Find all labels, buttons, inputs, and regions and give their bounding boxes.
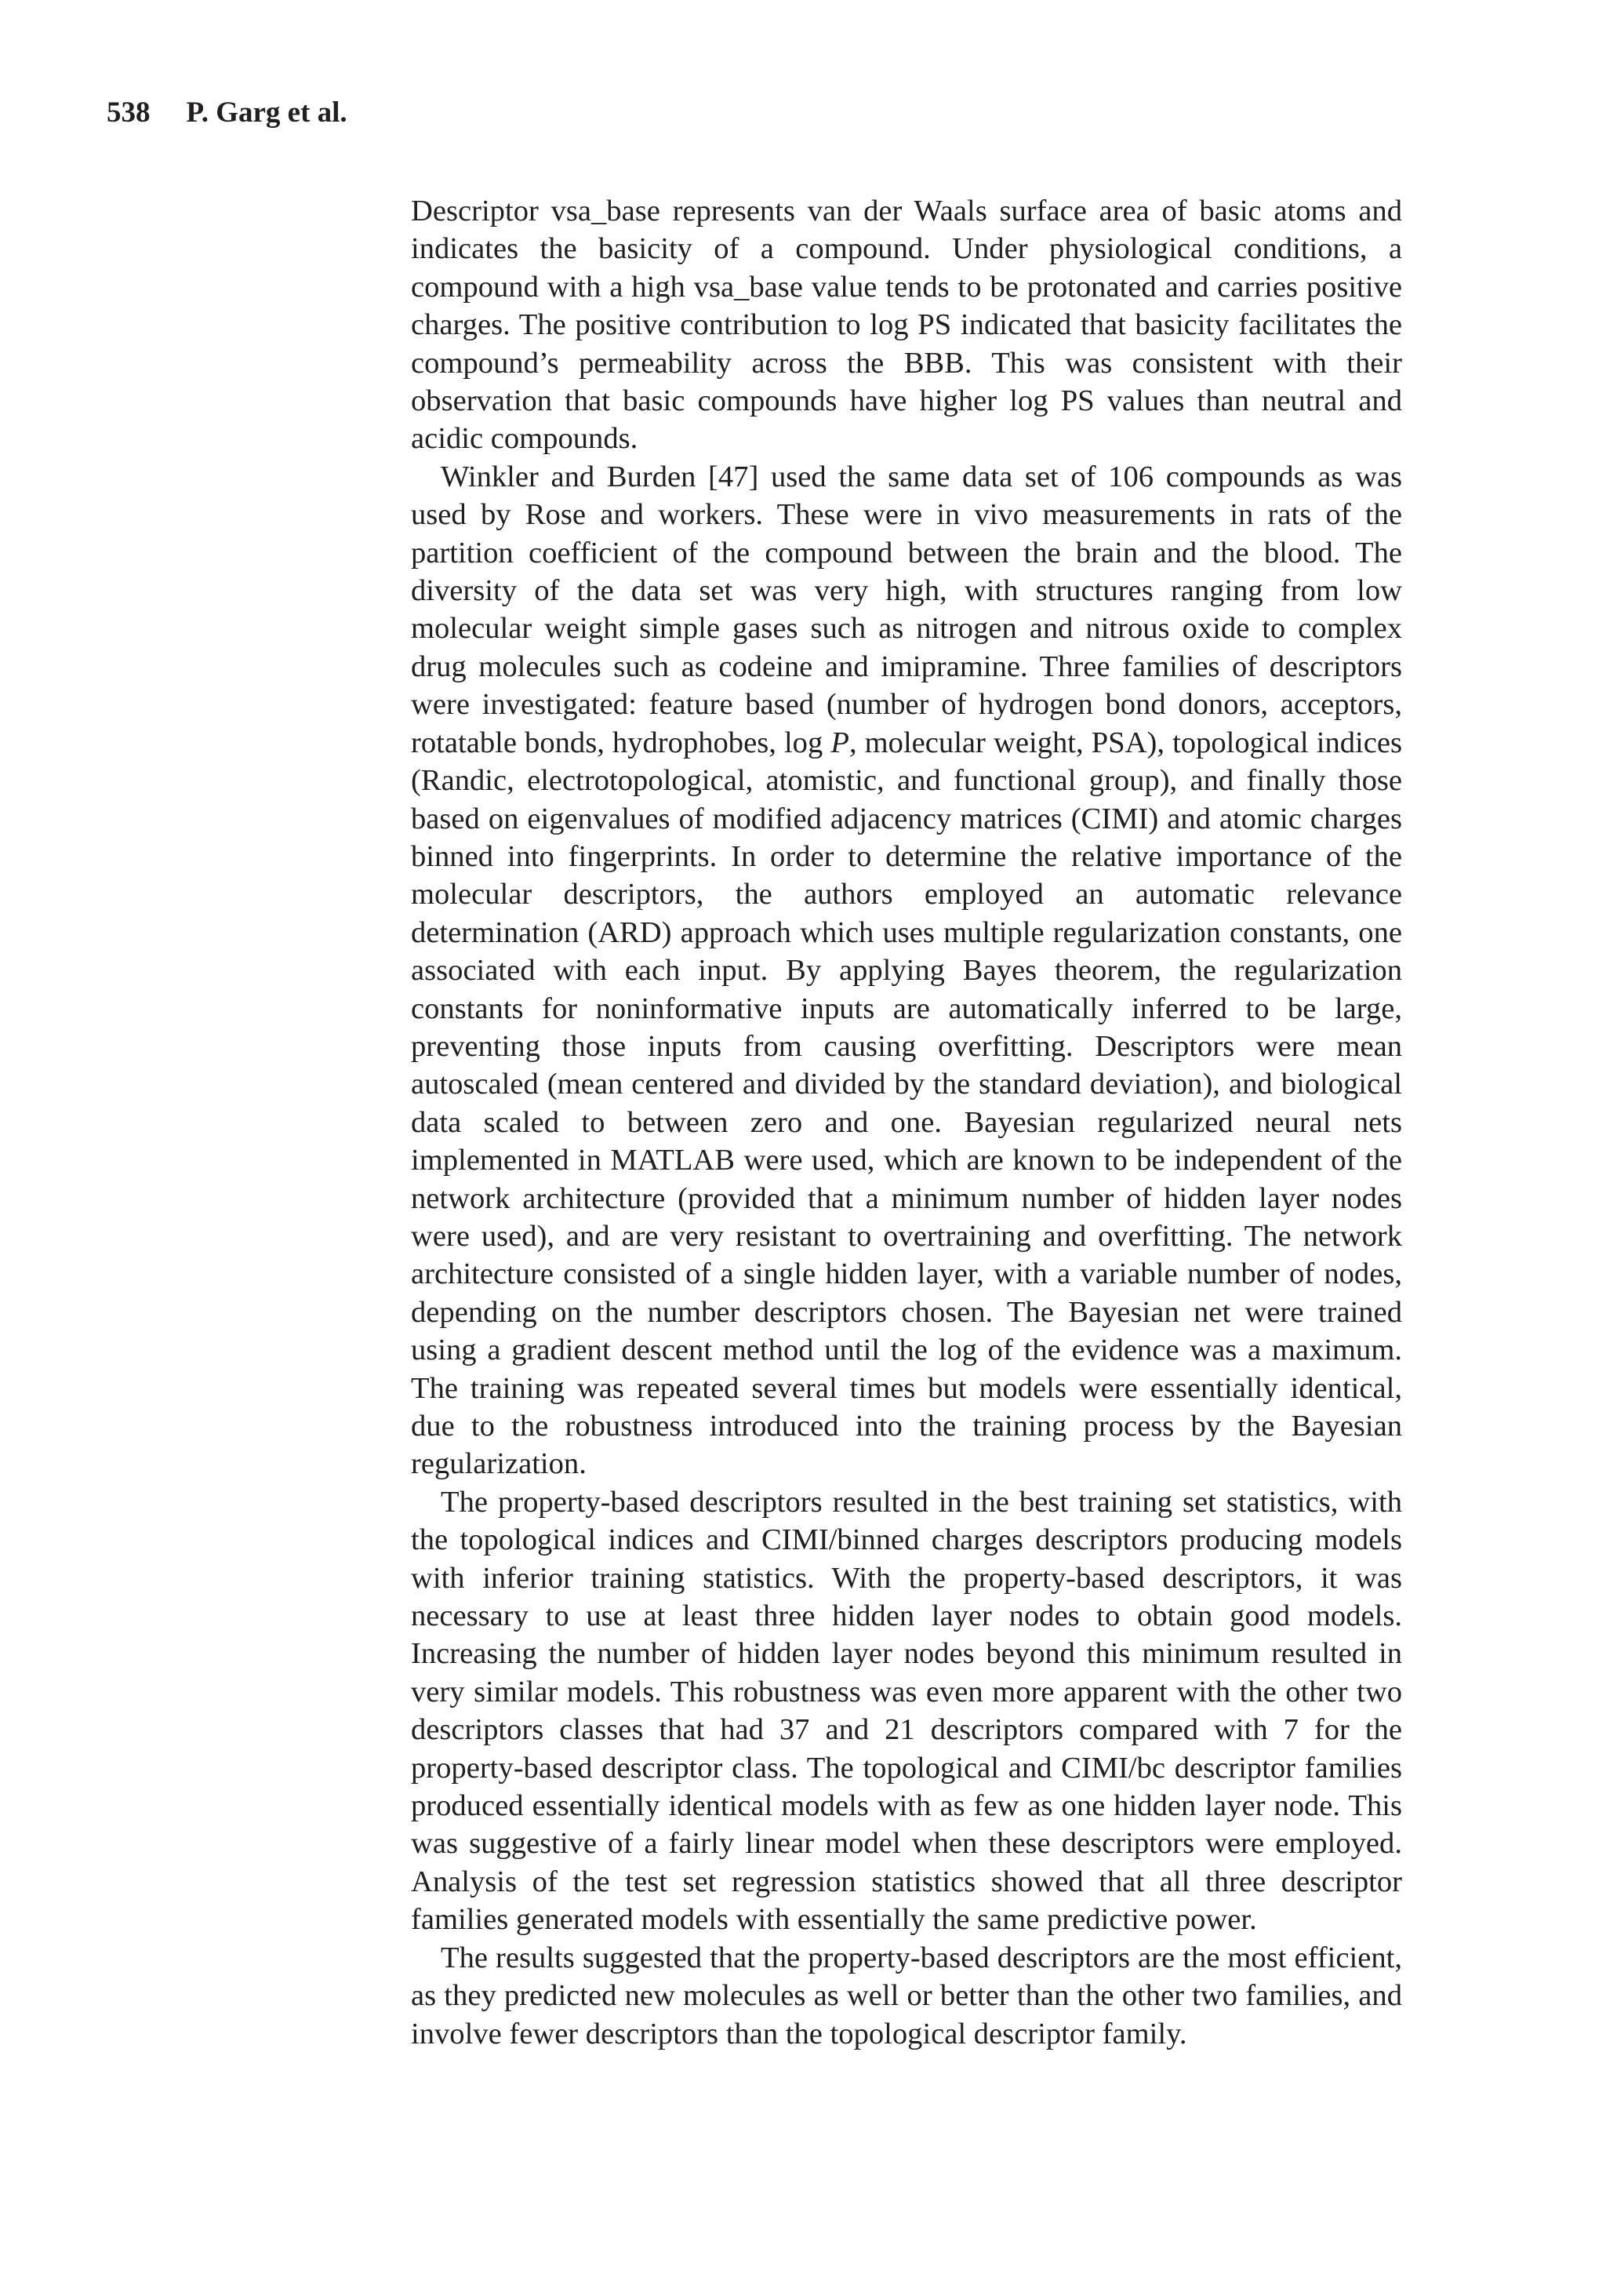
running-head-authors: P. Garg et al. [186, 96, 347, 129]
paragraph-winkler-burden [411, 458, 1402, 1483]
italic-p-symbol: P [830, 726, 849, 759]
body-text [411, 192, 1402, 2053]
page-number: 538 [107, 96, 151, 129]
paragraph-results: The results suggested that the property-based descriptors are the most efficient, as they predicted new molecules as well or better than the other two families, and involve fewer descriptors than the topological descriptor family. [411, 1941, 1402, 2050]
paragraph-winkler-burden-part-1: Winkler and Burden [47] used the same data set of 106 compounds as was used by Rose and workers. These were in vivo measurements in rats of the partition coefficient of the compound between the brain and the blood. The diversity of the data set was very high, with structures ranging from low molecular weight simple gases such as nitrogen and nitrous oxide to complex drug molecules such as codeine and imipramine. Three families of descriptors were investigated: feature based (number of hydrogen bond donors, acceptors, rotatable bonds, hydrophobes, log [411, 460, 1402, 759]
paragraph-property-based-descriptors: The property-based descriptors resulted in the best training set statistics, with the topological indices and CIMI/binned charges descriptors producing models with inferior training statistics. With the property-based descriptors, it was necessary to use at least three hidden layer nodes to obtain good models. Increasing the number of hidden layer nodes beyond this minimum resulted in very similar models. This robustness was even more apparent with the other two descriptors classes that had 37 and 21 descriptors compared with 7 for the property-based descriptor class. The topological and CIMI/bc descriptor families produced essentially identical models with as few as one hidden layer node. This was suggestive of a fairly linear model when these descriptors were employed. Analysis of the test set regression statistics showed that all three descriptor families generated models with essentially the same predictive power. [411, 1485, 1402, 1937]
paragraph-vsa-base: Descriptor vsa_base represents van der Waals surface area of basic atoms and indicates the basicity of a compound. Under physiological conditions, a compound with a high vsa_base value tends to be protonated and carries positive charges. The positive contribution to log PS indicated that basicity facilitates the compound’s permeability across the BBB. This was consistent with their observation that basic compounds have higher log PS values than neutral and acidic compounds. [411, 195, 1402, 456]
paragraph-winkler-burden-part-2: , molecular weight, PSA), topological indices (Randic, electrotopological, atomistic, and functional group), and finally those based on eigenvalues of modified adjacency matrices (CIMI) and atomic charges binned into fingerprints. In order to determine the relative importance of the molecular descriptors, the authors employed an automatic relevance determination (ARD) approach which uses multiple regularization constants, one associated with each input. By applying Bayes theorem, the regularization constants for noninformative inputs are automatically inferred to be large, preventing those inputs from causing overfitting. Descriptors were mean autoscaled (mean centered and divided by the standard deviation), and biological data scaled to between zero and one. Bayesian regularized neural nets implemented in MATLAB were used, which are known to be independent of the network architecture (provided that a minimum number of hidden layer nodes were used), and are very resistant to overtraining and overfitting. The network architecture consisted of a single hidden layer, with a variable number of nodes, depending on the number descriptors chosen. The Bayesian net were trained using a gradient descent method until the log of the evidence was a maximum. The training was repeated several times but models were essentially identical, due to the robustness introduced into the training process by the Bayesian regularization. [411, 726, 1402, 1481]
running-head [107, 96, 347, 130]
